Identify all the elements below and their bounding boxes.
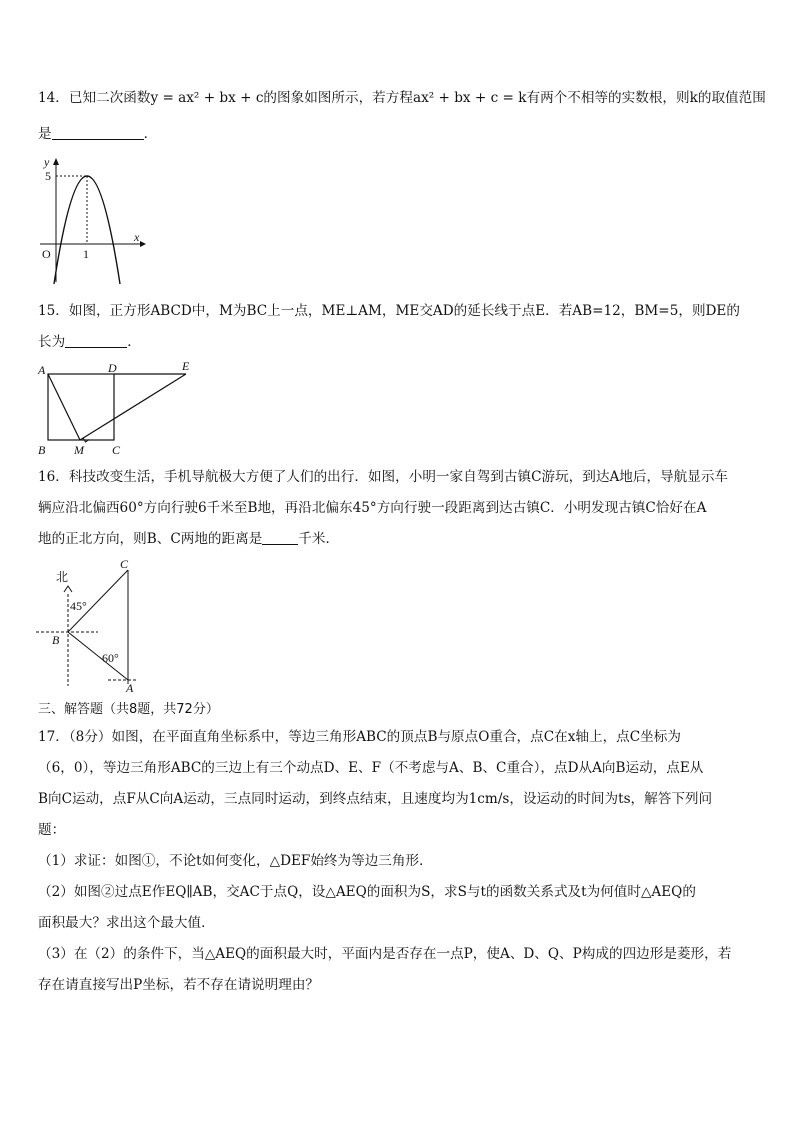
q15-square-abcd [48,374,114,440]
q16-line3-prefix: 地的正北方向，则B、C两地的距离是 [38,531,263,547]
q14-y-arrow-icon [53,158,59,165]
q15-label-d: D [108,361,117,375]
q16-line1: 16．科技改变生活，手机导航极大方便了人们的出行．如图，小明一家自驾到古镇C游玩，到达A地后，导航显示车 [38,469,729,485]
q14-y-label: y [44,156,50,169]
q17-line-6: （2）如图②过点E作EQ∥AB，交AC于点Q，设△AEQ的面积为S，求S与t的函数关系式及t为何值时△AEQ的 [38,884,696,900]
q14-line2-suffix: ． [143,126,158,142]
q14-x-label: x [134,230,140,244]
q15-label-m: M [74,443,84,457]
q15-line2-suffix: ． [127,334,141,350]
q16-segment-ba [68,632,128,680]
q14-line2 [38,124,758,144]
q16-label-a: A [126,681,134,694]
q16-angle-45-label: 45° [70,599,87,613]
q15-line2 [38,332,758,352]
q16-line3 [38,529,758,549]
q15-label-e: E [182,359,190,373]
q15-answer-blank [65,333,127,348]
q14-parabola-figure [36,156,146,286]
q17-line-5: （1）求证：如图①，不论t如何变化，△DEF始终为等边三角形． [38,853,433,869]
q14-answer-blank [52,125,144,140]
q17-line-4: 题： [38,822,66,838]
q15-label-a: A [38,363,46,377]
q15-line1: 15．如图，正方形ABCD中，M为BC上一点，ME⊥AM，ME交AD的延长线于点E．若AB=12，BM=5，则DE的 [38,303,740,319]
q17-line-3: B向C运动，点F从C向A运动，三点同时运动，到终点结束，且速度均为1cm/s，设运动的时间为ts，解答下列问 [38,791,713,807]
q15-segment-am [48,374,80,440]
q16-north-arrow-icon [64,586,72,592]
q17-line-7: 面积最大？求出这个最大值． [38,915,215,931]
q17-line-2: （6，0），等边三角形ABC的三边上有三个动点D、E、F（不考虑与A、B、C重合），点D从A向B运动，点E从 [38,760,704,776]
q16-north-label: 北 [56,570,69,584]
q15-segment-me [80,374,186,440]
q15-square-figure [36,358,206,458]
q17-line-8: （3）在（2）的条件下，当△AEQ的面积最大时，平面内是否存在一点P，使A、D、Q、P构成的四边形是菱形，若 [38,946,732,962]
q16-label-b: B [52,633,60,647]
q14-origin-label: O [42,247,51,261]
q15-label-b: B [38,443,46,457]
q15-line2-prefix: 长为 [38,334,66,350]
q17-line-1: 17．（8分）如图，在平面直角坐标系中，等边三角形ABC的顶点B与原点O重合，点C在x轴上，点C坐标为 [38,729,681,745]
q16-angle-60-label: 60° [102,651,119,665]
q16-navigation-figure [34,554,154,694]
q14-tick-y-label: 5 [45,169,51,183]
q16-line3-suffix: 千米． [298,531,340,547]
q16-line2: 辆应沿北偏西60°方向行驶6千米至B地，再沿北偏东45°方向行驶一段距离到达古镇C．小明发现古镇C恰好在A [38,500,707,516]
q14-tick-x-label: 1 [83,247,89,261]
q17-line-9: 存在请直接写出P坐标，若不存在请说明理由？ [38,977,320,993]
q14-line2-prefix: 是 [38,126,52,142]
q16-label-c: C [120,557,129,571]
q14-line1: 14．已知二次函数y = ax² + bx + c的图象如图所示，若方程ax² + bx + c = k有两个不相等的实数根，则k的取值范围 [38,90,766,106]
q15-label-c: C [112,443,121,457]
section-3-heading: 三、解答题（共8题，共72分） [38,702,219,717]
q14-x-arrow-icon [140,241,146,247]
q16-answer-blank [262,530,298,545]
